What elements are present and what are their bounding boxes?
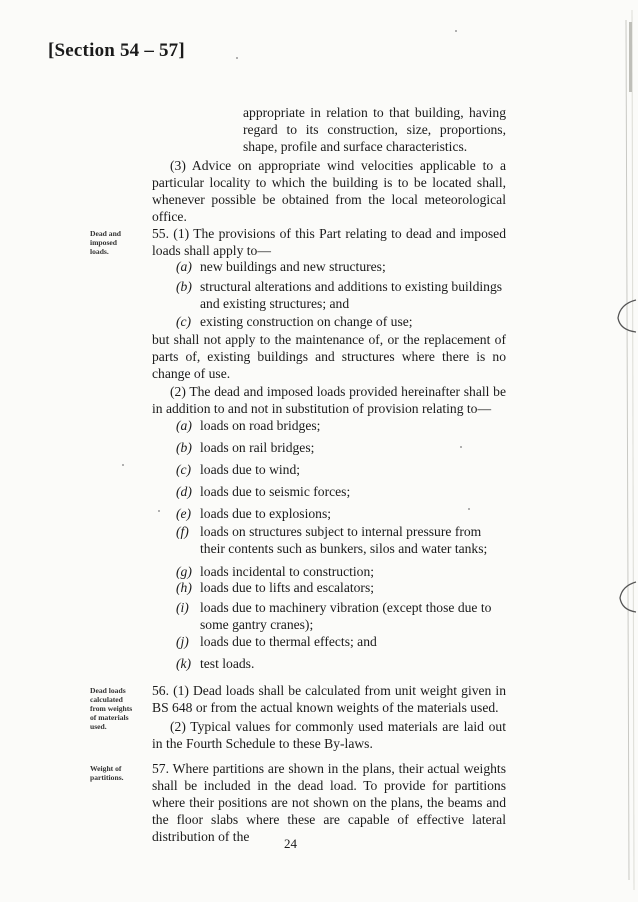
list-text-continuation: and existing structures; and [200, 296, 350, 311]
section-55-after: but shall not apply to the maintenance of, or the replacement of parts of, existing buildings and structures where there is no change of use. [152, 332, 506, 381]
list-label: (k) [176, 656, 192, 671]
list-text: structural alterations and additions to existing buildings [200, 279, 503, 294]
section-56-subsection-1: 56. (1) Dead loads shall be calculated from unit weight given in BS 648 or from the actual known weights of the materials used. [152, 683, 506, 715]
list-item [176, 461, 506, 478]
list-item [176, 417, 506, 434]
list-label: (d) [176, 484, 192, 499]
list-text: loads on rail bridges; [200, 440, 315, 455]
list-text: loads due to explosions; [200, 506, 332, 521]
scan-speck [158, 510, 160, 512]
margin-note-55: Dead and imposed loads. [90, 229, 122, 256]
list-text: loads due to lifts and escalators; [200, 580, 375, 595]
scan-speck [455, 30, 457, 32]
list-item [176, 523, 506, 557]
list-text: test loads. [200, 656, 255, 671]
section-55-subsection-2: (2) The dead and imposed loads provided hereinafter shall be in addition to and not in substitution of provision relating to— [152, 384, 506, 416]
margin-note-56: Dead loads calculated from weights of materials used. [90, 686, 133, 731]
list-item [176, 563, 506, 580]
list-label: (f) [176, 524, 189, 539]
list-item [176, 505, 506, 522]
list-text: loads on structures subject to internal pressure from [200, 524, 482, 539]
list-label: (b) [176, 279, 192, 294]
scan-speck [468, 508, 470, 510]
margin-note-57: Weight of partitions. [90, 764, 124, 782]
list-item [176, 439, 506, 456]
paragraph-3: (3) Advice on appropriate wind velocities applicable to a particular locality to which the building is to be located shall, whenever possible be obtained from the local meteorological office. [152, 158, 506, 224]
list-text: loads incidental to construction; [200, 564, 375, 579]
list-item [176, 655, 506, 672]
scan-speck [460, 446, 462, 448]
list-text-continuation: their contents such as bunkers, silos and water tanks; [200, 541, 488, 556]
list-text: loads due to thermal effects; and [200, 634, 377, 649]
list-label: (e) [176, 506, 192, 521]
section-56-subsection-2: (2) Typical values for commonly used materials are laid out in the Fourth Schedule to these By-laws. [152, 719, 506, 751]
list-label: (c) [176, 314, 192, 329]
scan-binding-edge [596, 0, 638, 902]
list-item [176, 599, 506, 633]
list-item [176, 579, 506, 596]
scan-speck [122, 464, 124, 466]
list-text: new buildings and new structures; [200, 259, 386, 274]
list-item [176, 633, 506, 650]
list-label: (h) [176, 580, 192, 595]
list-text: loads due to wind; [200, 462, 301, 477]
list-text: loads on road bridges; [200, 418, 321, 433]
scan-speck [236, 57, 238, 59]
list-label: (i) [176, 600, 189, 615]
list-label: (g) [176, 564, 192, 579]
list-label: (c) [176, 462, 192, 477]
list-text: loads due to seismic forces; [200, 484, 351, 499]
list-item [176, 313, 506, 330]
section-55-intro: 55. (1) The provisions of this Part relating to dead and imposed loads shall apply to— [152, 226, 506, 258]
list-text-continuation: some gantry cranes); [200, 617, 314, 632]
list-text: existing construction on change of use; [200, 314, 413, 329]
list-label: (j) [176, 634, 189, 649]
list-item [176, 278, 506, 312]
list-label: (a) [176, 418, 192, 433]
list-label: (b) [176, 440, 192, 455]
list-item [176, 483, 506, 500]
list-item [176, 258, 506, 275]
paragraph-continuation: appropriate in relation to that building, having regard to its construction, size, proportions, shape, profile and surface characteristics. [243, 105, 506, 154]
section-header: [Section 54 – 57] [48, 40, 185, 61]
list-label: (a) [176, 259, 192, 274]
list-text: loads due to machinery vibration (except those due to [200, 600, 492, 615]
page-number: 24 [284, 836, 297, 851]
section-57: 57. Where partitions are shown in the plans, their actual weights shall be included in the dead load. To provide for partitions where their positions are not shown on the plans, the beams and the floor slabs where these are capable of effective lateral distribution of the [152, 761, 506, 844]
